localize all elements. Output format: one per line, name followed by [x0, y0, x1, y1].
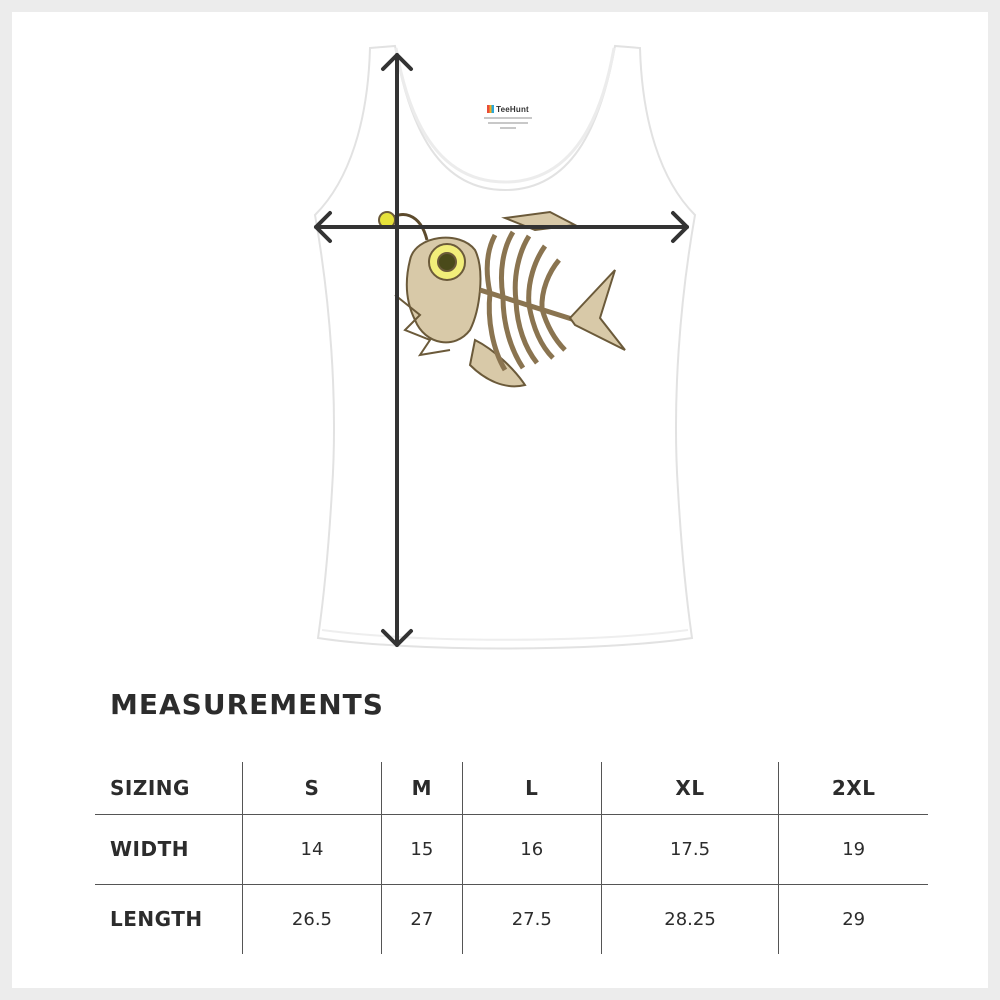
table-cell: 28.25: [601, 884, 779, 954]
size-chart-table: [95, 762, 928, 954]
column-header: SIZING: [110, 775, 190, 800]
column-header: S: [243, 762, 382, 814]
column-header: XL: [601, 762, 779, 814]
column-header: 2XL: [779, 762, 928, 814]
brand-label: TeeHunt: [496, 105, 529, 114]
column-header: M: [381, 762, 462, 814]
table-cell: 15: [381, 814, 462, 884]
table-header-row: [95, 762, 928, 814]
table-cell: 27.5: [462, 884, 601, 954]
table-row: [95, 884, 928, 954]
table-cell: 27: [381, 884, 462, 954]
table-cell: 26.5: [243, 884, 382, 954]
column-header: L: [462, 762, 601, 814]
table-cell: 14: [243, 814, 382, 884]
table-cell: 29: [779, 884, 928, 954]
table-row: [95, 814, 928, 884]
table-cell: 17.5: [601, 814, 779, 884]
table-cell: 19: [779, 814, 928, 884]
row-label: LENGTH: [95, 884, 243, 954]
measurements-title: MEASUREMENTS: [110, 688, 384, 721]
row-label: WIDTH: [95, 814, 243, 884]
table-cell: 16: [462, 814, 601, 884]
